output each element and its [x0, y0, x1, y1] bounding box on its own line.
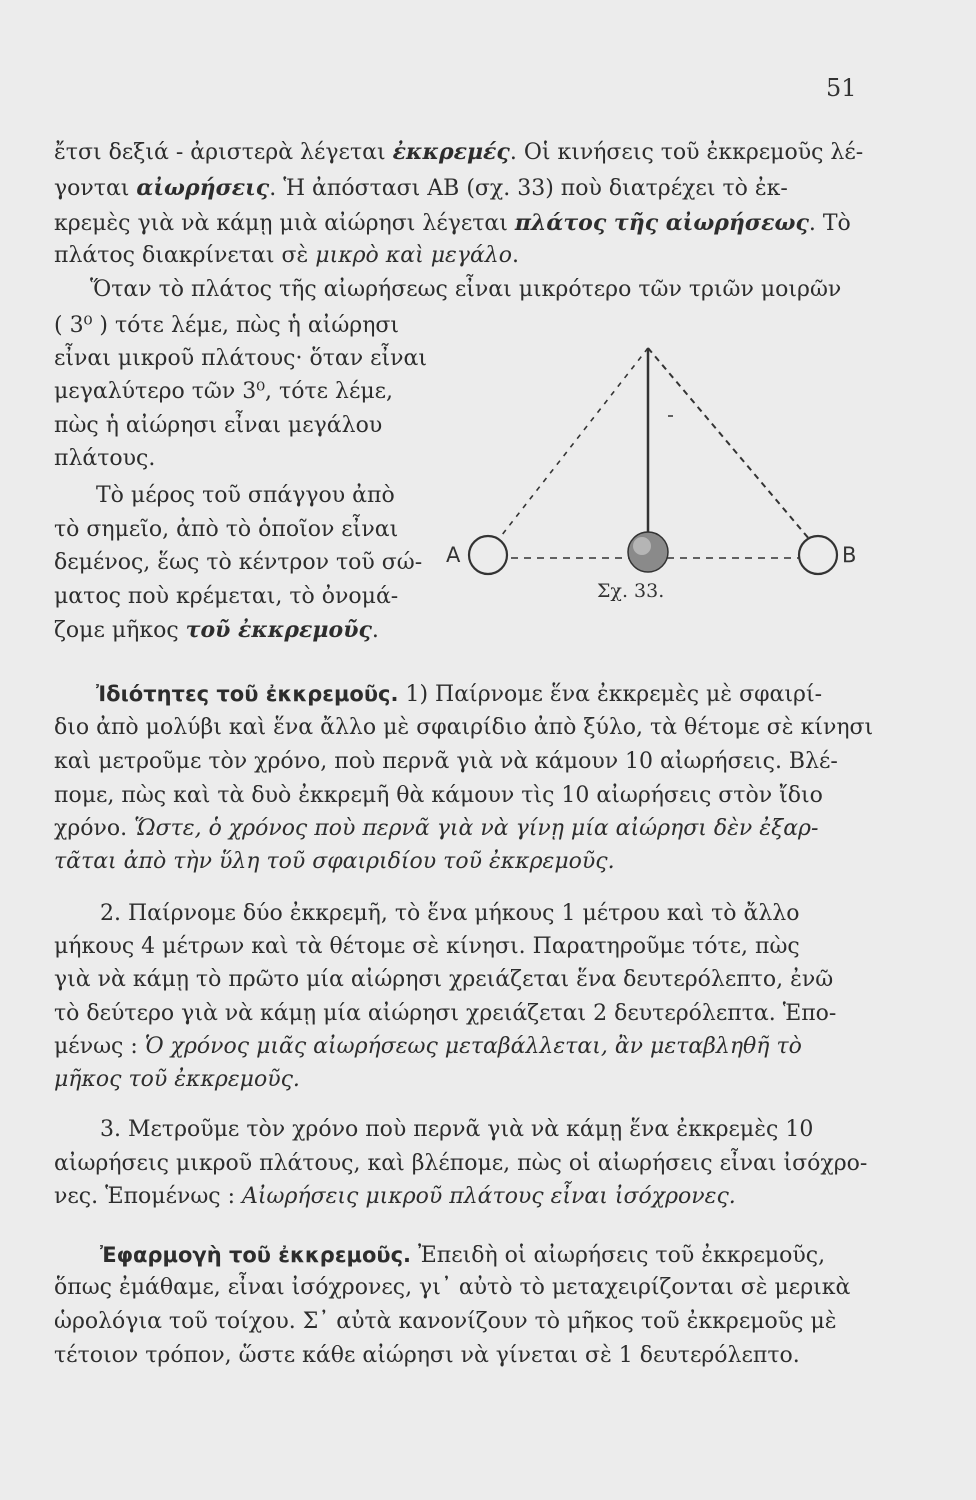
text-span: . Ἡ ἀπόστασι ΑΒ (σχ. 33) ποὺ διατρέχει τὸ ἐκ-	[269, 176, 788, 201]
text-line: πλάτους.	[54, 446, 156, 471]
text-line	[54, 1033, 802, 1061]
term-emphasis: μικρὸ καὶ μεγάλο	[315, 243, 512, 268]
text-span: Ἐπειδὴ οἱ αἰωρήσεις τοῦ ἐκκρεμοῦς,	[411, 1243, 826, 1268]
term-emphasis: ἐκκρεμές	[392, 139, 510, 165]
text-span: .	[371, 618, 379, 643]
text-span: . Τὸ	[808, 211, 851, 236]
rule-emphasis: τᾶται ἀπὸ τὴν ὕλη τοῦ σφαιριδίου τοῦ ἐκκρεμοῦς.	[54, 849, 615, 874]
text-span: ἔτσι δεξιά - ἀριστερὰ λέγεται	[54, 140, 393, 165]
bob-left	[469, 536, 507, 574]
string-right-dashed	[648, 348, 810, 540]
rule-emphasis: Ὥστε, ὁ χρόνος ποὺ περνᾶ γιὰ νὰ γίνῃ μία αἰώρησι δὲν ἐξαρ-	[134, 816, 819, 841]
string-left-dashed	[498, 348, 648, 540]
text-line: μήκους 4 μέτρων καὶ τὰ θέτομε σὲ κίνησι. Παρατηροῦμε τότε, πὼς	[54, 934, 800, 959]
bob-right	[799, 536, 837, 574]
text-line: 3. Μετροῦμε τὸν χρόνο ποὺ περνᾶ γιὰ νὰ κάμῃ ἕνα ἐκκρεμὲς 10	[100, 1117, 814, 1142]
text-line: Τὸ μέρος τοῦ σπάγγου ἀπὸ	[96, 483, 395, 508]
text-line: 2. Παίρνομε δύο ἐκκρεμῆ, τὸ ἕνα μήκους 1 μέτρου καὶ τὸ ἄλλο	[100, 901, 800, 926]
text-line: γιὰ νὰ κάμῃ τὸ πρῶτο μία αἰώρησι χρειάζεται ἕνα δευτερόλεπτο, ἐνῶ	[54, 967, 834, 992]
rule-emphasis: Αἰωρήσεις μικροῦ πλάτους εἶναι ἰσόχρονες.	[242, 1184, 736, 1209]
text-line	[54, 616, 379, 645]
text-line	[54, 242, 519, 270]
figure-caption: Σχ. 33.	[597, 580, 665, 602]
text-span: κρεμὲς γιὰ νὰ κάμῃ μιὰ αἰώρησι λέγεται	[54, 211, 515, 236]
bob-center-highlight	[633, 537, 651, 555]
text-line	[54, 209, 851, 238]
text-line: ( 3⁰ ) τότε λέμε, πὼς ἡ αἰώρησι	[54, 313, 400, 338]
text-span: 1) Παίρνομε ἕνα ἐκκρεμὲς μὲ σφαιρί-	[398, 682, 823, 707]
term-emphasis: αἰωρήσεις	[136, 175, 270, 201]
text-line: δεμένος, ἕως τὸ κέντρον τοῦ σώ-	[54, 550, 423, 575]
text-span: .	[512, 243, 519, 268]
rule-emphasis: Ὁ χρόνος μιᾶς αἰωρήσεως μεταβάλλεται, ἂν μεταβληθῆ τὸ	[144, 1034, 802, 1059]
text-line: τὸ δεύτερο γιὰ νὰ κάμῃ μία αἰώρησι χρειάζεται 2 δευτερόλεπτα. Ἑπο-	[54, 1001, 837, 1026]
text-line: ὅπως ἐμάθαμε, εἶναι ἰσόχρονες, γι᾿ αὐτὸ τὸ μεταχειρίζονται σὲ μερικὰ	[54, 1275, 851, 1300]
label-b: Β	[842, 543, 857, 567]
text-span: μένως :	[54, 1034, 145, 1059]
text-line: τέτοιον τρόπον, ὥστε κάθε αἰώρησι νὰ γίνεται σὲ 1 δευτερόλεπτο.	[54, 1343, 800, 1368]
text-line	[54, 848, 615, 876]
text-line	[54, 174, 788, 203]
text-line	[54, 1183, 736, 1211]
term-emphasis: πλάτος τῆς αἰωρήσεως	[514, 210, 809, 236]
text-line: πὼς ἡ αἰώρησι εἶναι μεγάλου	[54, 413, 383, 438]
text-line: ὡρολόγια τοῦ τοίχου. Σ᾿ αὐτὰ κανονίζουν τὸ μῆκος τοῦ ἐκκρεμοῦς μὲ	[54, 1309, 837, 1334]
text-line: Ὅταν τὸ πλάτος τῆς αἰωρήσεως εἶναι μικρότερο τῶν τριῶν μοιρῶν	[90, 277, 842, 302]
text-line: καὶ μετροῦμε τὸν χρόνο, ποὺ περνᾶ γιὰ νὰ κάμουν 10 αἰωρήσεις. Βλέ-	[54, 749, 838, 774]
text-line: αἰωρήσεις μικροῦ πλάτους, καὶ βλέπομε, πὼς οἱ αἰωρήσεις εἶναι ἰσόχρο-	[54, 1151, 868, 1176]
text-line	[54, 138, 863, 167]
text-line: εἶναι μικροῦ πλάτους· ὅταν εἶναι	[54, 346, 427, 371]
text-line	[54, 815, 818, 843]
section-heading: Ἰδιότητες τοῦ ἐκκρεμοῦς.	[96, 682, 399, 706]
text-span: χρόνο.	[54, 816, 135, 841]
text-span: ζομε μῆκος	[54, 618, 186, 643]
term-emphasis: τοῦ ἐκκρεμοῦς	[185, 617, 372, 643]
text-line: πομε, πὼς καὶ τὰ δυὸ ἐκκρεμῆ θὰ κάμουν τὶς 10 αἰωρήσεις στὸν ἴδιο	[54, 783, 823, 808]
section-heading: Ἐφαρμογὴ τοῦ ἐκκρεμοῦς.	[100, 1243, 412, 1267]
text-span: νες. Ἑπομένως :	[54, 1184, 243, 1209]
text-line	[96, 680, 822, 709]
text-span: πλάτος διακρίνεται σὲ	[54, 243, 316, 268]
text-line	[54, 1066, 300, 1094]
text-span: γονται	[54, 176, 137, 201]
rule-emphasis: μῆκος τοῦ ἐκκρεμοῦς.	[54, 1067, 300, 1092]
text-line: μεγαλύτερο τῶν 3⁰, τότε λέμε,	[54, 379, 394, 404]
pendulum-diagram	[469, 348, 837, 574]
text-line: διο ἀπὸ μολύβι καὶ ἕνα ἄλλο μὲ σφαιρίδιο ἀπὸ ξύλο, τὰ θέτομε σὲ κίνησι	[54, 715, 874, 740]
text-line: τὸ σημεῖο, ἀπὸ τὸ ὁποῖον εἶναι	[54, 517, 399, 542]
text-line	[100, 1241, 825, 1270]
text-line: ματος ποὺ κρέμεται, τὸ ὀνομά-	[54, 584, 399, 609]
page-number: 51	[826, 74, 857, 102]
text-span: . Οἱ κινήσεις τοῦ ἐκκρεμοῦς λέ-	[509, 140, 864, 165]
label-a: Α	[446, 543, 461, 567]
